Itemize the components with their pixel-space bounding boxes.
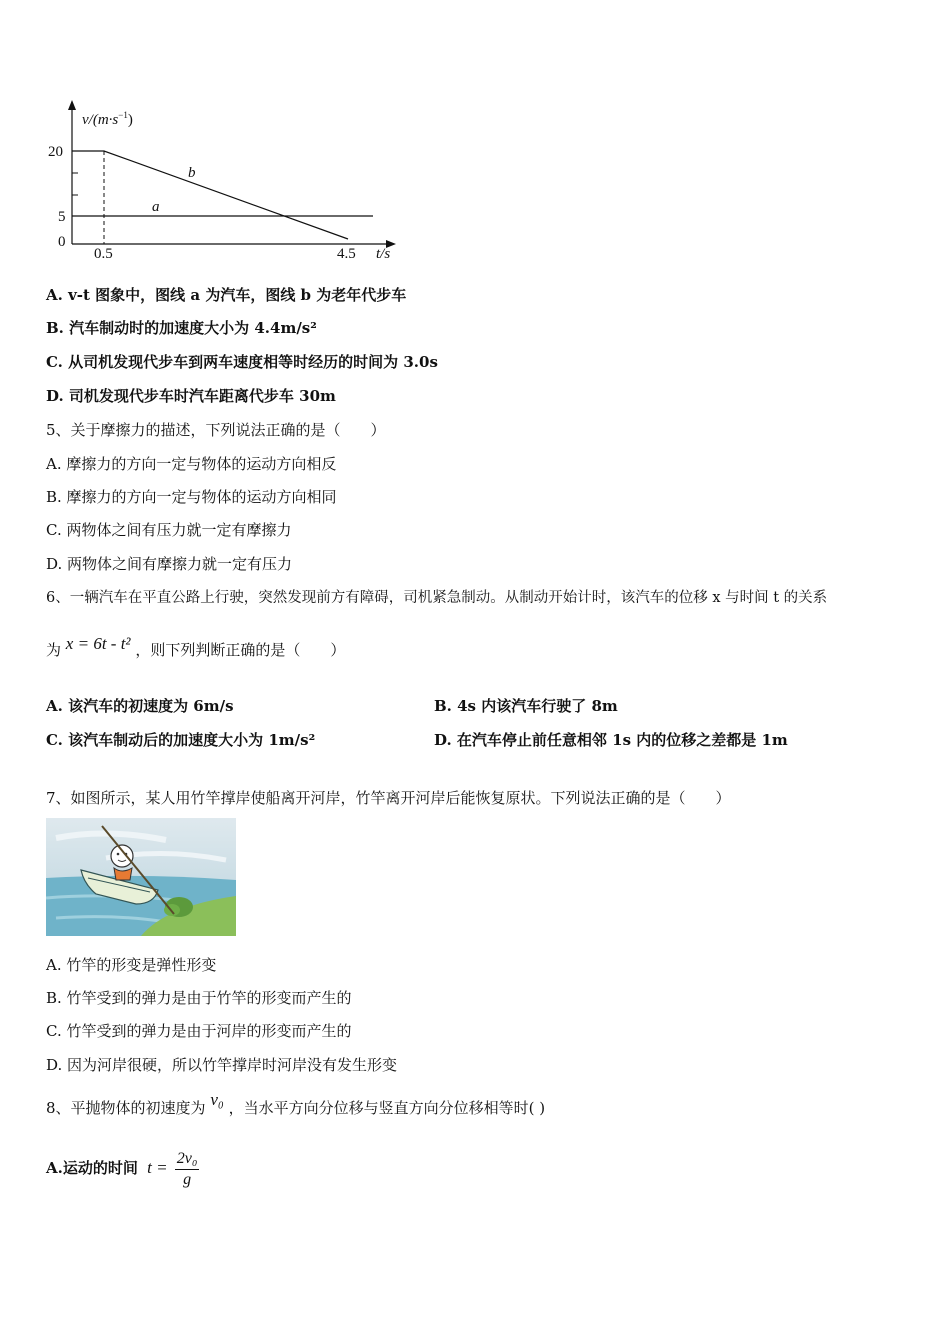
q6-stem-line2: 为 x = 6t - t² ，则下列判断正确的是（ ） bbox=[46, 634, 346, 659]
q5-option-b: B. 摩擦力的方向一定与物体的运动方向相同 bbox=[46, 488, 337, 506]
x-axis-label: t/s bbox=[376, 246, 391, 262]
q6-option-c: C. 该汽车制动后的加速度大小为 1m/s² bbox=[46, 731, 316, 749]
q5-stem: 5、关于摩擦力的描述，下列说法正确的是（ ） bbox=[46, 421, 386, 439]
q4-option-d: D. 司机发现代步车时汽车距离代步车 30m bbox=[46, 387, 336, 405]
boat-illustration bbox=[46, 818, 236, 936]
q8-stem: 8、平抛物体的初速度为 v₀ ，当水平方向分位移与竖直方向分位移相等时( ) bbox=[46, 1090, 546, 1117]
q6-stem: 6、一辆汽车在平直公路上行驶，突然发现前方有障碍，司机紧急制动。从制动开始计时，该汽车的位移 x 与时间 t 的关系 bbox=[46, 590, 828, 606]
q5-option-c: C. 两物体之间有压力就一定有摩擦力 bbox=[46, 521, 292, 539]
q6-option-b: B. 4s 内该汽车行驶了 8m bbox=[434, 697, 618, 715]
y-tick-5: 5 bbox=[58, 209, 66, 225]
q5-option-a: A. 摩擦力的方向一定与物体的运动方向相反 bbox=[46, 455, 337, 473]
q4-option-a: A. v-t 图象中，图线 a 为汽车，图线 b 为老年代步车 bbox=[46, 286, 407, 304]
q8-option-a: A.运动的时间 t = $\frac{\text{2v₀}}{g}$ bbox=[46, 1149, 198, 1188]
q8-v0: v₀ bbox=[210, 1090, 224, 1109]
q5-option-d: D. 两物体之间有摩擦力就一定有压力 bbox=[46, 555, 293, 573]
x-tick-0-5: 0.5 bbox=[94, 246, 113, 262]
y-axis-label: $v/(m\cdot s^{-1})$ bbox=[82, 110, 133, 128]
line-a-label: a bbox=[152, 199, 160, 215]
q7-option-a: A. 竹竿的形变是弹性形变 bbox=[46, 956, 217, 974]
q4-option-c: C. 从司机发现代步车到两车速度相等时经历的时间为 3.0s bbox=[46, 353, 438, 371]
q7-option-c: C. 竹竿受到的弹力是由于河岸的形变而产生的 bbox=[46, 1022, 352, 1040]
q4-option-b: B. 汽车制动时的加速度大小为 4.4m/s² bbox=[46, 319, 317, 337]
q7-option-d: D. 因为河岸很硬，所以竹竿撑岸时河岸没有发生形变 bbox=[46, 1056, 398, 1074]
line-b bbox=[72, 151, 348, 239]
q7-stem: 7、如图所示，某人用竹竿撑岸使船离开河岸，竹竿离开河岸后能恢复原状。下列说法正确的是（ ） bbox=[46, 789, 731, 807]
q7-option-b: B. 竹竿受到的弹力是由于竹竿的形变而产生的 bbox=[46, 989, 352, 1007]
x-tick-4-5: 4.5 bbox=[337, 246, 356, 262]
q6-formula: x = 6t - t² bbox=[65, 634, 131, 653]
q6-option-d: D. 在汽车停止前任意相邻 1s 内的位移之差都是 1m bbox=[434, 731, 788, 749]
y-tick-0: 0 bbox=[58, 234, 66, 250]
vt-graph bbox=[40, 98, 410, 268]
q6-option-a: A. 该汽车的初速度为 6m/s bbox=[46, 697, 234, 715]
line-b-label: b bbox=[188, 165, 196, 181]
y-axis-arrow bbox=[68, 100, 76, 110]
y-tick-20: 20 bbox=[48, 144, 63, 160]
